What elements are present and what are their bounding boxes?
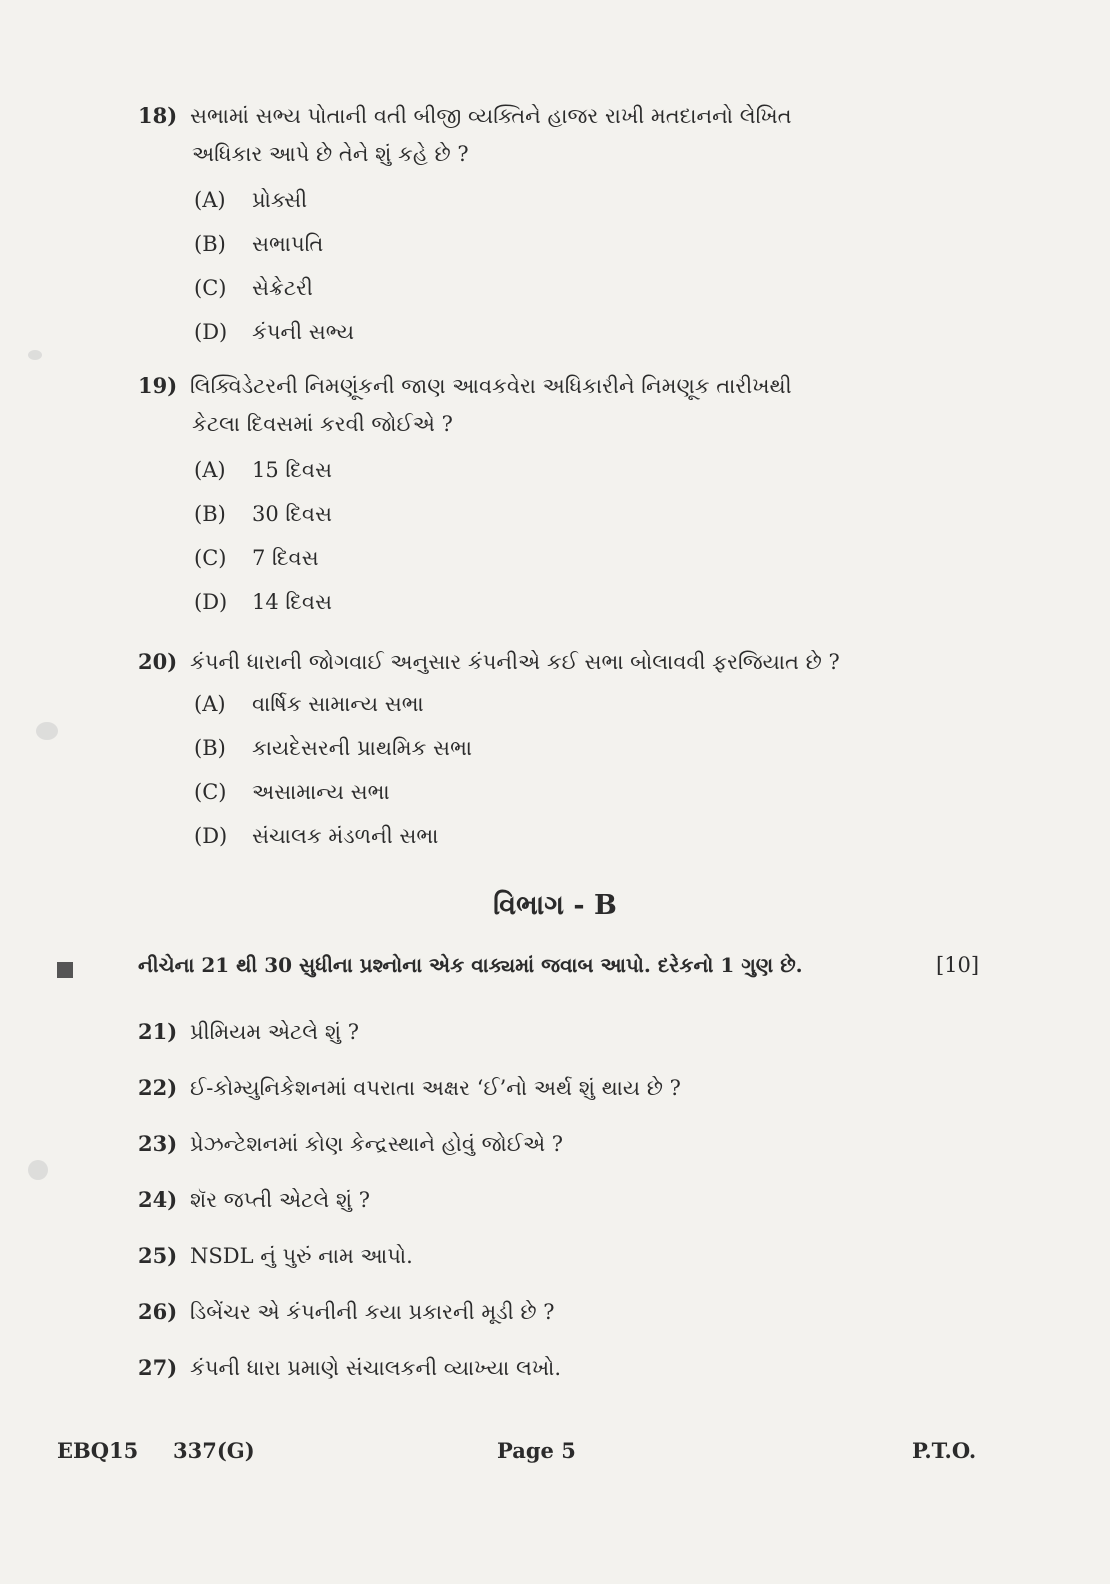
option-d: (D) સંચાલક મંડળની સભા — [194, 824, 439, 848]
question-text-cont: કેટલા દિવસમાં કરવી જોઈએ ? — [192, 412, 453, 436]
question-text-cont: અધિકાર આપે છે તેને શું કહે છે ? — [192, 142, 469, 166]
option-c: (C) અસામાન્ય સભા — [194, 780, 390, 804]
question-25: 25) NSDL નું પુરું નામ આપો. — [138, 1243, 413, 1268]
option-b: (B) કાયદેસરની પ્રાથમિક સભા — [194, 736, 473, 760]
option-a: (A) 15 દિવસ — [194, 458, 332, 482]
question-number: 18) — [138, 103, 178, 128]
question-text: સભામાં સભ્ય પોતાની વતી બીજી વ્યક્તિને હાજર રાખી મતદાનનો લેખિત — [190, 104, 792, 128]
question-18 — [138, 94, 792, 138]
question-number: 20) — [138, 649, 178, 674]
question-23: 23) પ્રેઝન્ટેશનમાં કોણ કેન્દ્રસ્થાને હોવું જોઈએ ? — [138, 1131, 564, 1156]
option-b: (B) 30 દિવસ — [194, 502, 332, 526]
footer-pto: P.T.O. — [912, 1438, 977, 1463]
question-27: 27) કંપની ધારા પ્રમાણે સંચાલકની વ્યાખ્યા લખો. — [138, 1355, 562, 1380]
footer-subject: 337(G) — [173, 1438, 255, 1463]
scan-speck — [36, 722, 58, 740]
option-d: (D) 14 દિવસ — [194, 590, 332, 614]
question-24: 24) શૅર જપ્તી એટલે શું ? — [138, 1187, 371, 1212]
option-c: (C) સેક્રેટરી — [194, 276, 313, 300]
option-b: (B) સભાપતિ — [194, 232, 324, 256]
scan-speck — [28, 350, 42, 360]
section-instruction: નીચેના 21 થી 30 સુધીના પ્રશ્નોના એક વાક્યમાં જવાબ આપો. દરેકનો 1 ગુણ છે. — [138, 953, 803, 977]
square-bullet-icon — [57, 962, 73, 978]
question-number: 19) — [138, 373, 178, 398]
question-text: કંપની ધારાની જોગવાઈ અનુસાર કંપનીએ કઈ સભા બોલાવવી ફરજિયાત છે ? — [190, 650, 840, 674]
footer-code: EBQ15 — [57, 1438, 139, 1463]
footer-page: Page 5 — [497, 1438, 576, 1463]
option-d: (D) કંપની સભ્ય — [194, 320, 355, 344]
question-text: લિક્વિડેટરની નિમણૂંકની જાણ આવકવેરા અધિકારીને નિમણૂક તારીખથી — [190, 374, 792, 398]
question-22: 22) ઈ-કોમ્યુનિકેશનમાં વપરાતા અક્ષર ‘ઈ’નો અર્થ શું થાય છે ? — [138, 1075, 681, 1100]
question-21: 21) પ્રીમિયમ એટલે શું ? — [138, 1019, 359, 1044]
option-a: (A) વાર્ષિક સામાન્ય સભા — [194, 692, 424, 716]
question-26: 26) ડિબેંચર એ કંપનીની કયા પ્રકારની મૂડી છે ? — [138, 1299, 555, 1324]
scan-speck — [28, 1160, 48, 1180]
section-title: વિભાગ - B — [493, 890, 617, 921]
question-19 — [138, 364, 792, 408]
question-20 — [138, 640, 840, 684]
option-c: (C) 7 દિવસ — [194, 546, 319, 570]
section-marks: [10] — [936, 953, 980, 977]
option-a: (A) પ્રોક્સી — [194, 188, 308, 212]
